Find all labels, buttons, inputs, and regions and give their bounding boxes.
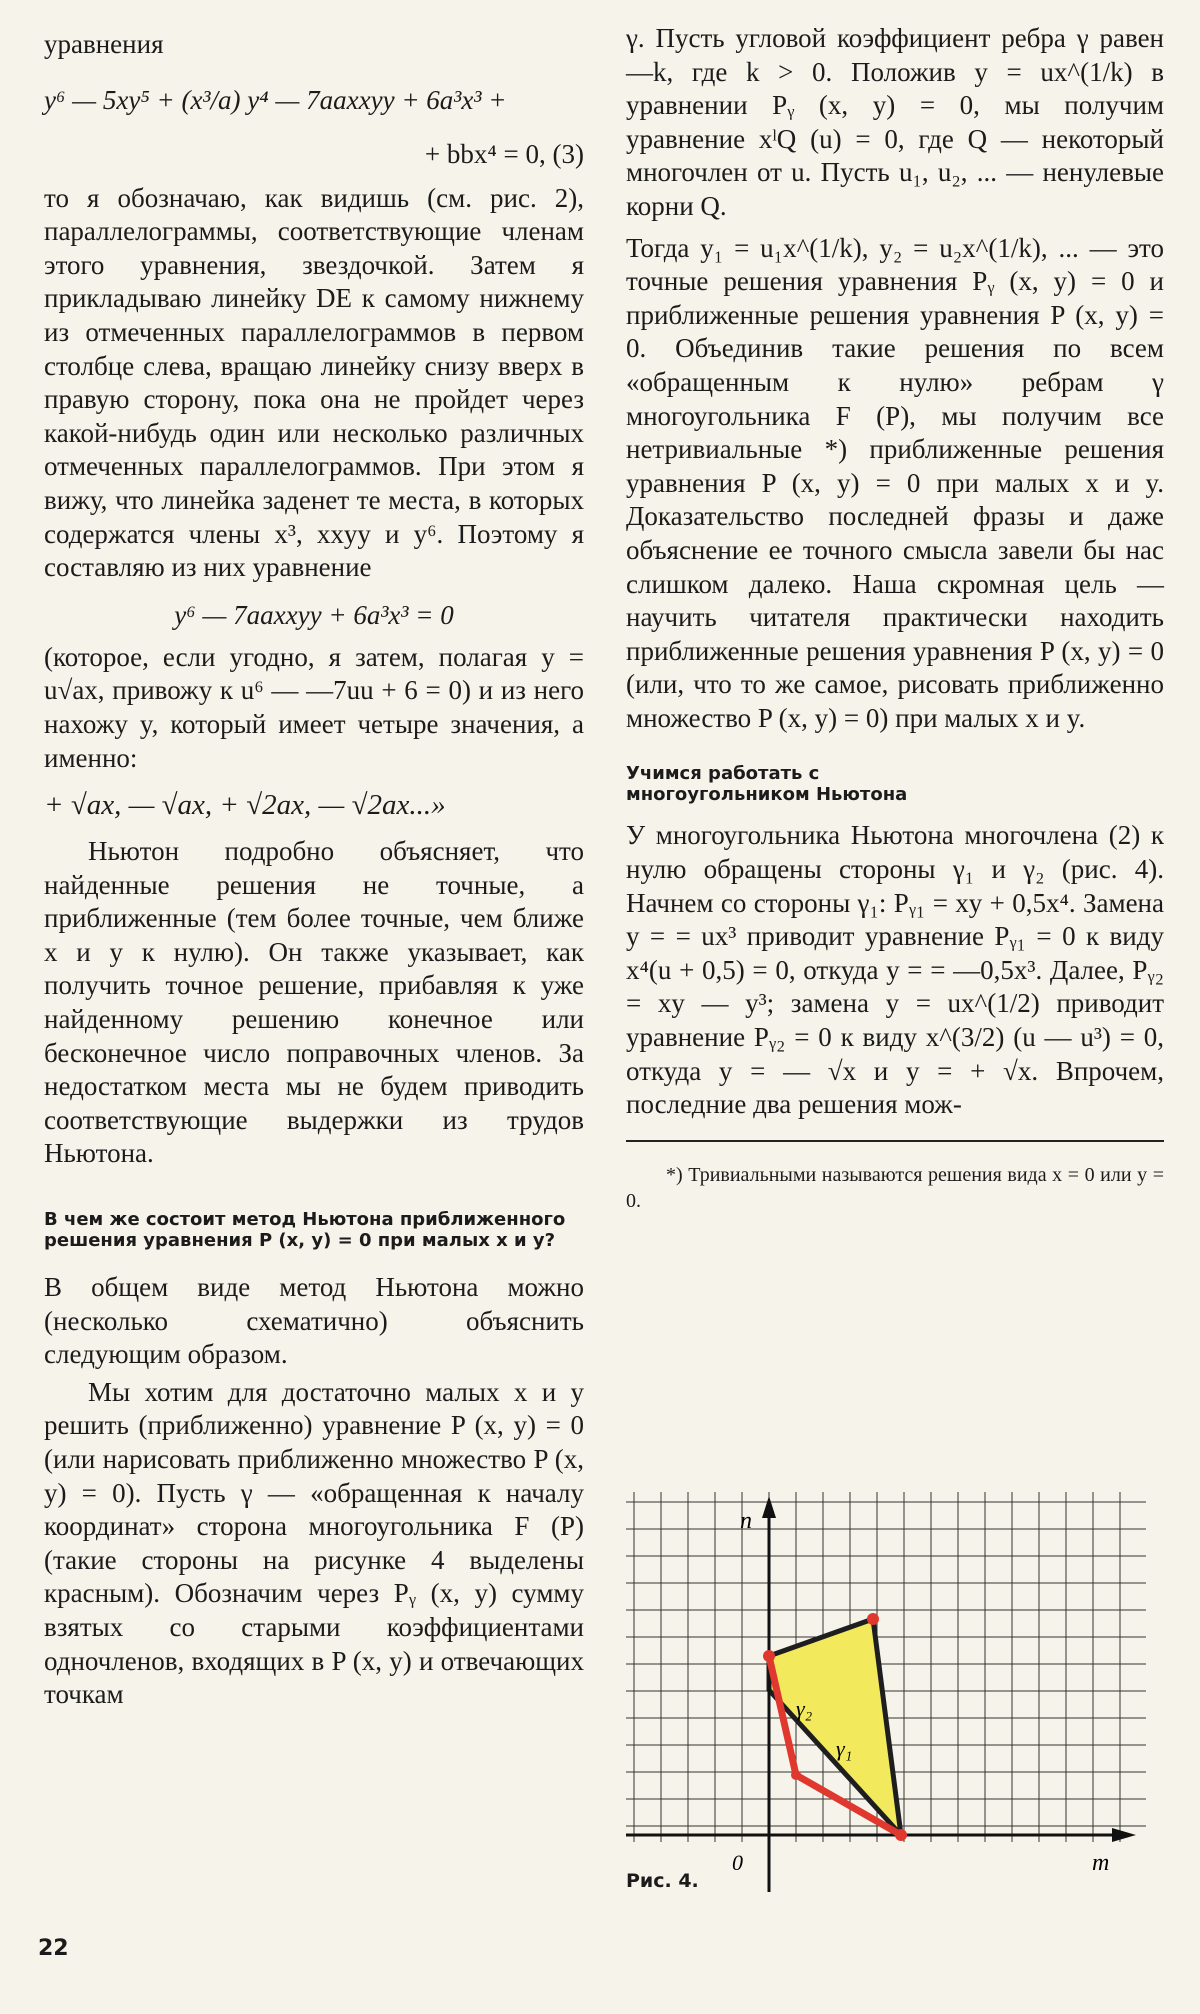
left-paragraph-2: то я обозначаю, как видишь (см. рис. 2), параллелограммы, соответствующие членам этого уравнения, звездочкой. Затем я прикладываю линейку DE к самому нижнему из отмеченных параллелограммов в первом столбце слева, вращаю линейку снизу вверх в правую сторону, пока она не пройдет через какой-нибудь один или несколько различных отмеченных параллелограммов. При этом я вижу, что линейка заденет те места, в которых содержатся члены x³, xxyy и y⁶. Поэтому я составляю из них уравнение bbox=[44, 182, 584, 583]
section-heading-newton-polygon: Учимся работать с многоугольником Ньютона bbox=[626, 763, 908, 806]
n-axis-arrow bbox=[762, 1496, 776, 1518]
axis-m-label: m bbox=[1092, 1850, 1110, 1876]
vertex-1 bbox=[763, 1650, 775, 1662]
left-paragraph-3: (которое, если угодно, я затем, полагая y = u√ax, привожу к u⁶ — —7uu + 6 = 0) и из него нахожу y, который имеет четыре значения, а именно: bbox=[44, 641, 584, 773]
equation-short: y⁶ — 7aaxxyy + 6a³x³ = 0 bbox=[174, 599, 454, 630]
axis-n-label: n bbox=[740, 1508, 752, 1534]
newton-polygon-diagram bbox=[626, 1492, 1146, 1876]
vertex-3 bbox=[791, 1770, 801, 1780]
footnote-divider bbox=[626, 1140, 1164, 1142]
left-paragraph-6: Мы хотим для достаточно малых x и y решить (приближенно) уравнение P (x, y) = 0 (или нарисовать приближенно множество P (x, y) = 0). Пусть γ — «обращенная к началу координат» сторона многоугольника F (P) (такие стороны на рисунке 4 выделены красным). Обозначим через Pᵧ (x, y) сумму взятых со старыми коэффициентами одночленов, входящих в P (x, y) и отвечающих точкам bbox=[44, 1376, 584, 1710]
roots-formula: + √ax, — √ax, + √2ax, — √2ax...» bbox=[44, 789, 446, 822]
equation-3-line-1: y⁶ — 5xy⁵ + (x³/a) y⁴ — 7aaxxyy + 6a³x³ + bbox=[44, 84, 507, 115]
gamma2-label: γ₂ bbox=[796, 1696, 813, 1721]
right-paragraph-3: У многоугольника Ньютона многочлена (2) к нулю обращены стороны γ₁ и γ₂ (рис. 4). Начнем со стороны γ₁: Pᵧ₁ = xy + 0,5x⁴. Замена y = = ux³ приводит уравнение Pᵧ₁ = 0 к виду x⁴(u + 0,5) = 0, откуда y = = —0,5x³. Далее, Pᵧ₂ = xy — y³; замена y = ux^(1/2) приводит уравнение Pᵧ₂ = 0 к виду x^(3/2) (u — u³) = 0, откуда y = — √x и y = + √x. Впрочем, последние два решения мож- bbox=[626, 820, 1164, 1120]
polygon-fill bbox=[769, 1619, 901, 1835]
footnote: *) Тривиальными называются решения вида x = 0 или y = 0. bbox=[626, 1163, 1164, 1212]
right-paragraph-2: Тогда y₁ = u₁x^(1/k), y₂ = u₂x^(1/k), ... — это точные решения уравнения Pᵧ (x, y) = 0 и приближенные решения уравнения P (x, y) = 0. Объединив такие решения по всем «обращенным к нулю» ребрам γ многоугольника F (P), мы получим все нетривиальные *) приближенные решения уравнения P (x, y) = 0 при малых x и y. Доказательство последней фразы и даже объяснение ее точного смысла завели бы нас слишком далеко. Наша скромная цель — научить читателя практически находить приближенные решения уравнения P (x, y) = 0 (или, что то же самое, рисовать приближенно множество P (x, y) = 0) при малых x и y. bbox=[626, 232, 1164, 733]
figure-caption: Рис. 4. bbox=[626, 1870, 699, 1892]
left-column bbox=[44, 22, 584, 1712]
figure-4-newton-polygon bbox=[626, 1492, 1146, 1876]
section-heading-newton-method: В чем же состоит метод Ньютона приближенного решения уравнения P (x, y) = 0 при малых x и y? bbox=[44, 1209, 566, 1252]
vertex-4 bbox=[895, 1829, 907, 1841]
page-number: 22 bbox=[38, 1936, 69, 1961]
origin-label: 0 bbox=[732, 1850, 743, 1875]
left-paragraph-1: уравнения bbox=[44, 29, 164, 59]
left-paragraph-5: В общем виде метод Ньютона можно (несколько схематично) объяснить следующим образом. bbox=[44, 1272, 584, 1370]
equation-3-line-2: + bbx⁴ = 0, (3) bbox=[424, 138, 584, 169]
gamma1-label: γ₁ bbox=[836, 1736, 853, 1761]
vertex-2 bbox=[867, 1613, 879, 1625]
left-paragraph-4: Ньютон подробно объясняет, что найденные решения не точные, а приближенные (тем более точные, чем ближе x и y к нулю). Он также указывает, как получить точное решение, прибавляя к уже найденному решению конечное или бесконечное число поправочных членов. За недостатком места мы не будем приводить соответствующие выдержки из трудов Ньютона. bbox=[44, 836, 584, 1169]
m-axis-arrow bbox=[1112, 1828, 1136, 1842]
right-paragraph-1: γ. Пусть угловой коэффициент ребра γ равен —k, где k > 0. Положив y = ux^(1/k) в уравнении Pᵧ (x, y) = 0, мы получим уравнение xˡQ (u) = 0, где Q — некоторый многочлен от u. Пусть u₁, u₂, ... — ненулевые корни Q. bbox=[626, 23, 1164, 221]
right-column bbox=[626, 22, 1164, 1214]
